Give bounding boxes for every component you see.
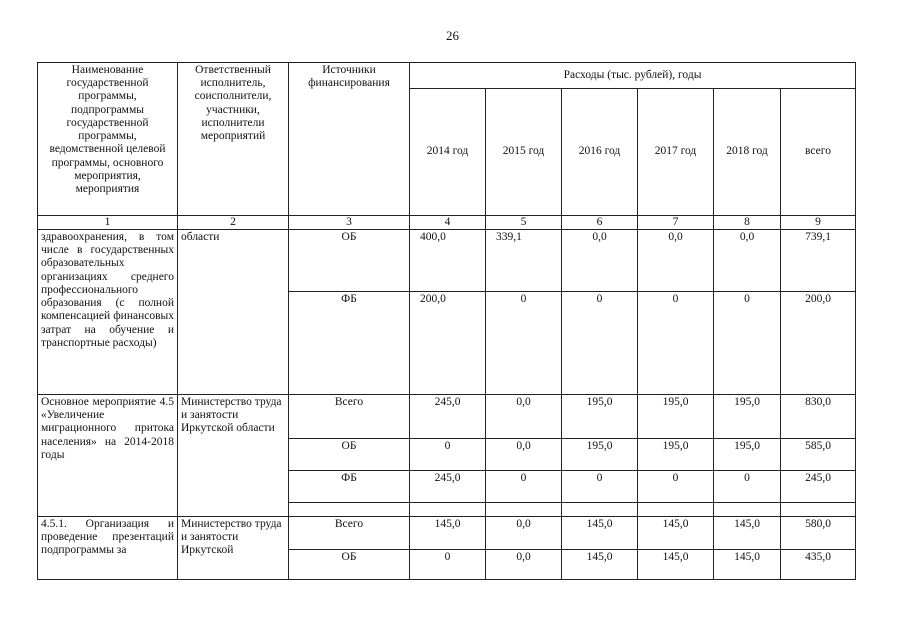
funding-source: Всего — [289, 395, 410, 439]
value-cell: 195,0 — [562, 395, 638, 439]
value-cell — [562, 503, 638, 517]
header-source-column: Источники финансирования — [289, 63, 410, 216]
value-cell: 739,1 — [781, 230, 856, 292]
value-cell: 0 — [486, 471, 562, 503]
value-cell: 0 — [714, 471, 781, 503]
col-number: 7 — [638, 216, 714, 230]
value-cell: 0,0 — [562, 230, 638, 292]
value-cell: 0 — [714, 292, 781, 395]
table-row — [38, 517, 856, 550]
col-number: 9 — [781, 216, 856, 230]
value-cell: 585,0 — [781, 439, 856, 471]
value-cell: 830,0 — [781, 395, 856, 439]
value-cell: 195,0 — [638, 395, 714, 439]
funding-source: Всего — [289, 517, 410, 550]
value-cell: 145,0 — [562, 517, 638, 550]
value-cell — [781, 503, 856, 517]
header-year-2014: 2014 год — [410, 89, 486, 216]
funding-source: ОБ — [289, 550, 410, 580]
value-cell: 580,0 — [781, 517, 856, 550]
value-cell: 0,0 — [486, 517, 562, 550]
col-number: 6 — [562, 216, 638, 230]
value-cell: 195,0 — [714, 439, 781, 471]
value-cell: 0,0 — [486, 395, 562, 439]
funding-source: ФБ — [289, 471, 410, 503]
value-cell — [486, 503, 562, 517]
table-row — [38, 230, 856, 292]
value-cell: 0 — [410, 439, 486, 471]
funding-source: ФБ — [289, 292, 410, 395]
value-cell: 145,0 — [410, 517, 486, 550]
value-cell: 245,0 — [410, 471, 486, 503]
value-cell: 339,1 — [486, 230, 562, 292]
value-cell — [410, 503, 486, 517]
header-name-column: Наименование государственной программы, подпрограммы государственной программы, ведомственной целевой программы, основного мероприятия, мероприятия — [38, 63, 178, 216]
col-number: 4 — [410, 216, 486, 230]
activity-executor: Министерство труда и занятости Иркутской области — [178, 395, 289, 517]
value-cell: 0 — [562, 471, 638, 503]
value-cell — [714, 503, 781, 517]
value-cell: 200,0 — [410, 292, 486, 395]
header-year-2018: 2018 год — [714, 89, 781, 216]
value-cell: 0 — [410, 550, 486, 580]
value-cell — [638, 503, 714, 517]
col-number: 2 — [178, 216, 289, 230]
value-cell: 0,0 — [638, 230, 714, 292]
funding-source: ОБ — [289, 439, 410, 471]
value-cell: 400,0 — [410, 230, 486, 292]
value-cell: 0,0 — [714, 230, 781, 292]
header-year-total: всего — [781, 89, 856, 216]
value-cell: 145,0 — [638, 550, 714, 580]
column-numbers-row — [38, 216, 856, 230]
value-cell: 0 — [562, 292, 638, 395]
header-year-2015: 2015 год — [486, 89, 562, 216]
value-cell: 0,0 — [486, 439, 562, 471]
value-cell: 0 — [486, 292, 562, 395]
header-expenses: Расходы (тыс. рублей), годы — [410, 63, 856, 89]
value-cell: 145,0 — [714, 517, 781, 550]
activity-name: Основное мероприятие 4.5 «Увеличение миграционного притока населения» на 2014-2018 годы — [38, 395, 178, 517]
col-number: 8 — [714, 216, 781, 230]
value-cell: 245,0 — [410, 395, 486, 439]
activity-executor: области — [178, 230, 289, 395]
value-cell: 195,0 — [562, 439, 638, 471]
col-number: 5 — [486, 216, 562, 230]
value-cell: 0 — [638, 292, 714, 395]
header-year-2016: 2016 год — [562, 89, 638, 216]
value-cell: 195,0 — [638, 439, 714, 471]
value-cell: 145,0 — [714, 550, 781, 580]
header-year-2017: 2017 год — [638, 89, 714, 216]
value-cell: 145,0 — [562, 550, 638, 580]
table-row — [38, 395, 856, 439]
activity-executor: Министерство труда и занятости Иркутской — [178, 517, 289, 580]
budget-table — [37, 62, 856, 580]
funding-source — [289, 503, 410, 517]
page-number: 26 — [446, 28, 459, 43]
col-number: 1 — [38, 216, 178, 230]
header-executor-column: Ответственный исполнитель, соисполнители, участники, исполнители мероприятий — [178, 63, 289, 216]
value-cell: 195,0 — [714, 395, 781, 439]
funding-source: ОБ — [289, 230, 410, 292]
value-cell: 200,0 — [781, 292, 856, 395]
value-cell: 435,0 — [781, 550, 856, 580]
col-number: 3 — [289, 216, 410, 230]
value-cell: 245,0 — [781, 471, 856, 503]
value-cell: 145,0 — [638, 517, 714, 550]
activity-name: 4.5.1. Организация и проведение презентаций подпрограммы за — [38, 517, 178, 580]
activity-name: здравоохранения, в том числе в государственных образовательных организациях среднего профессионального образования (с полной компенсацией финансовых затрат на обучение и транспортные расходы) — [38, 230, 178, 395]
value-cell: 0 — [638, 471, 714, 503]
value-cell: 0,0 — [486, 550, 562, 580]
